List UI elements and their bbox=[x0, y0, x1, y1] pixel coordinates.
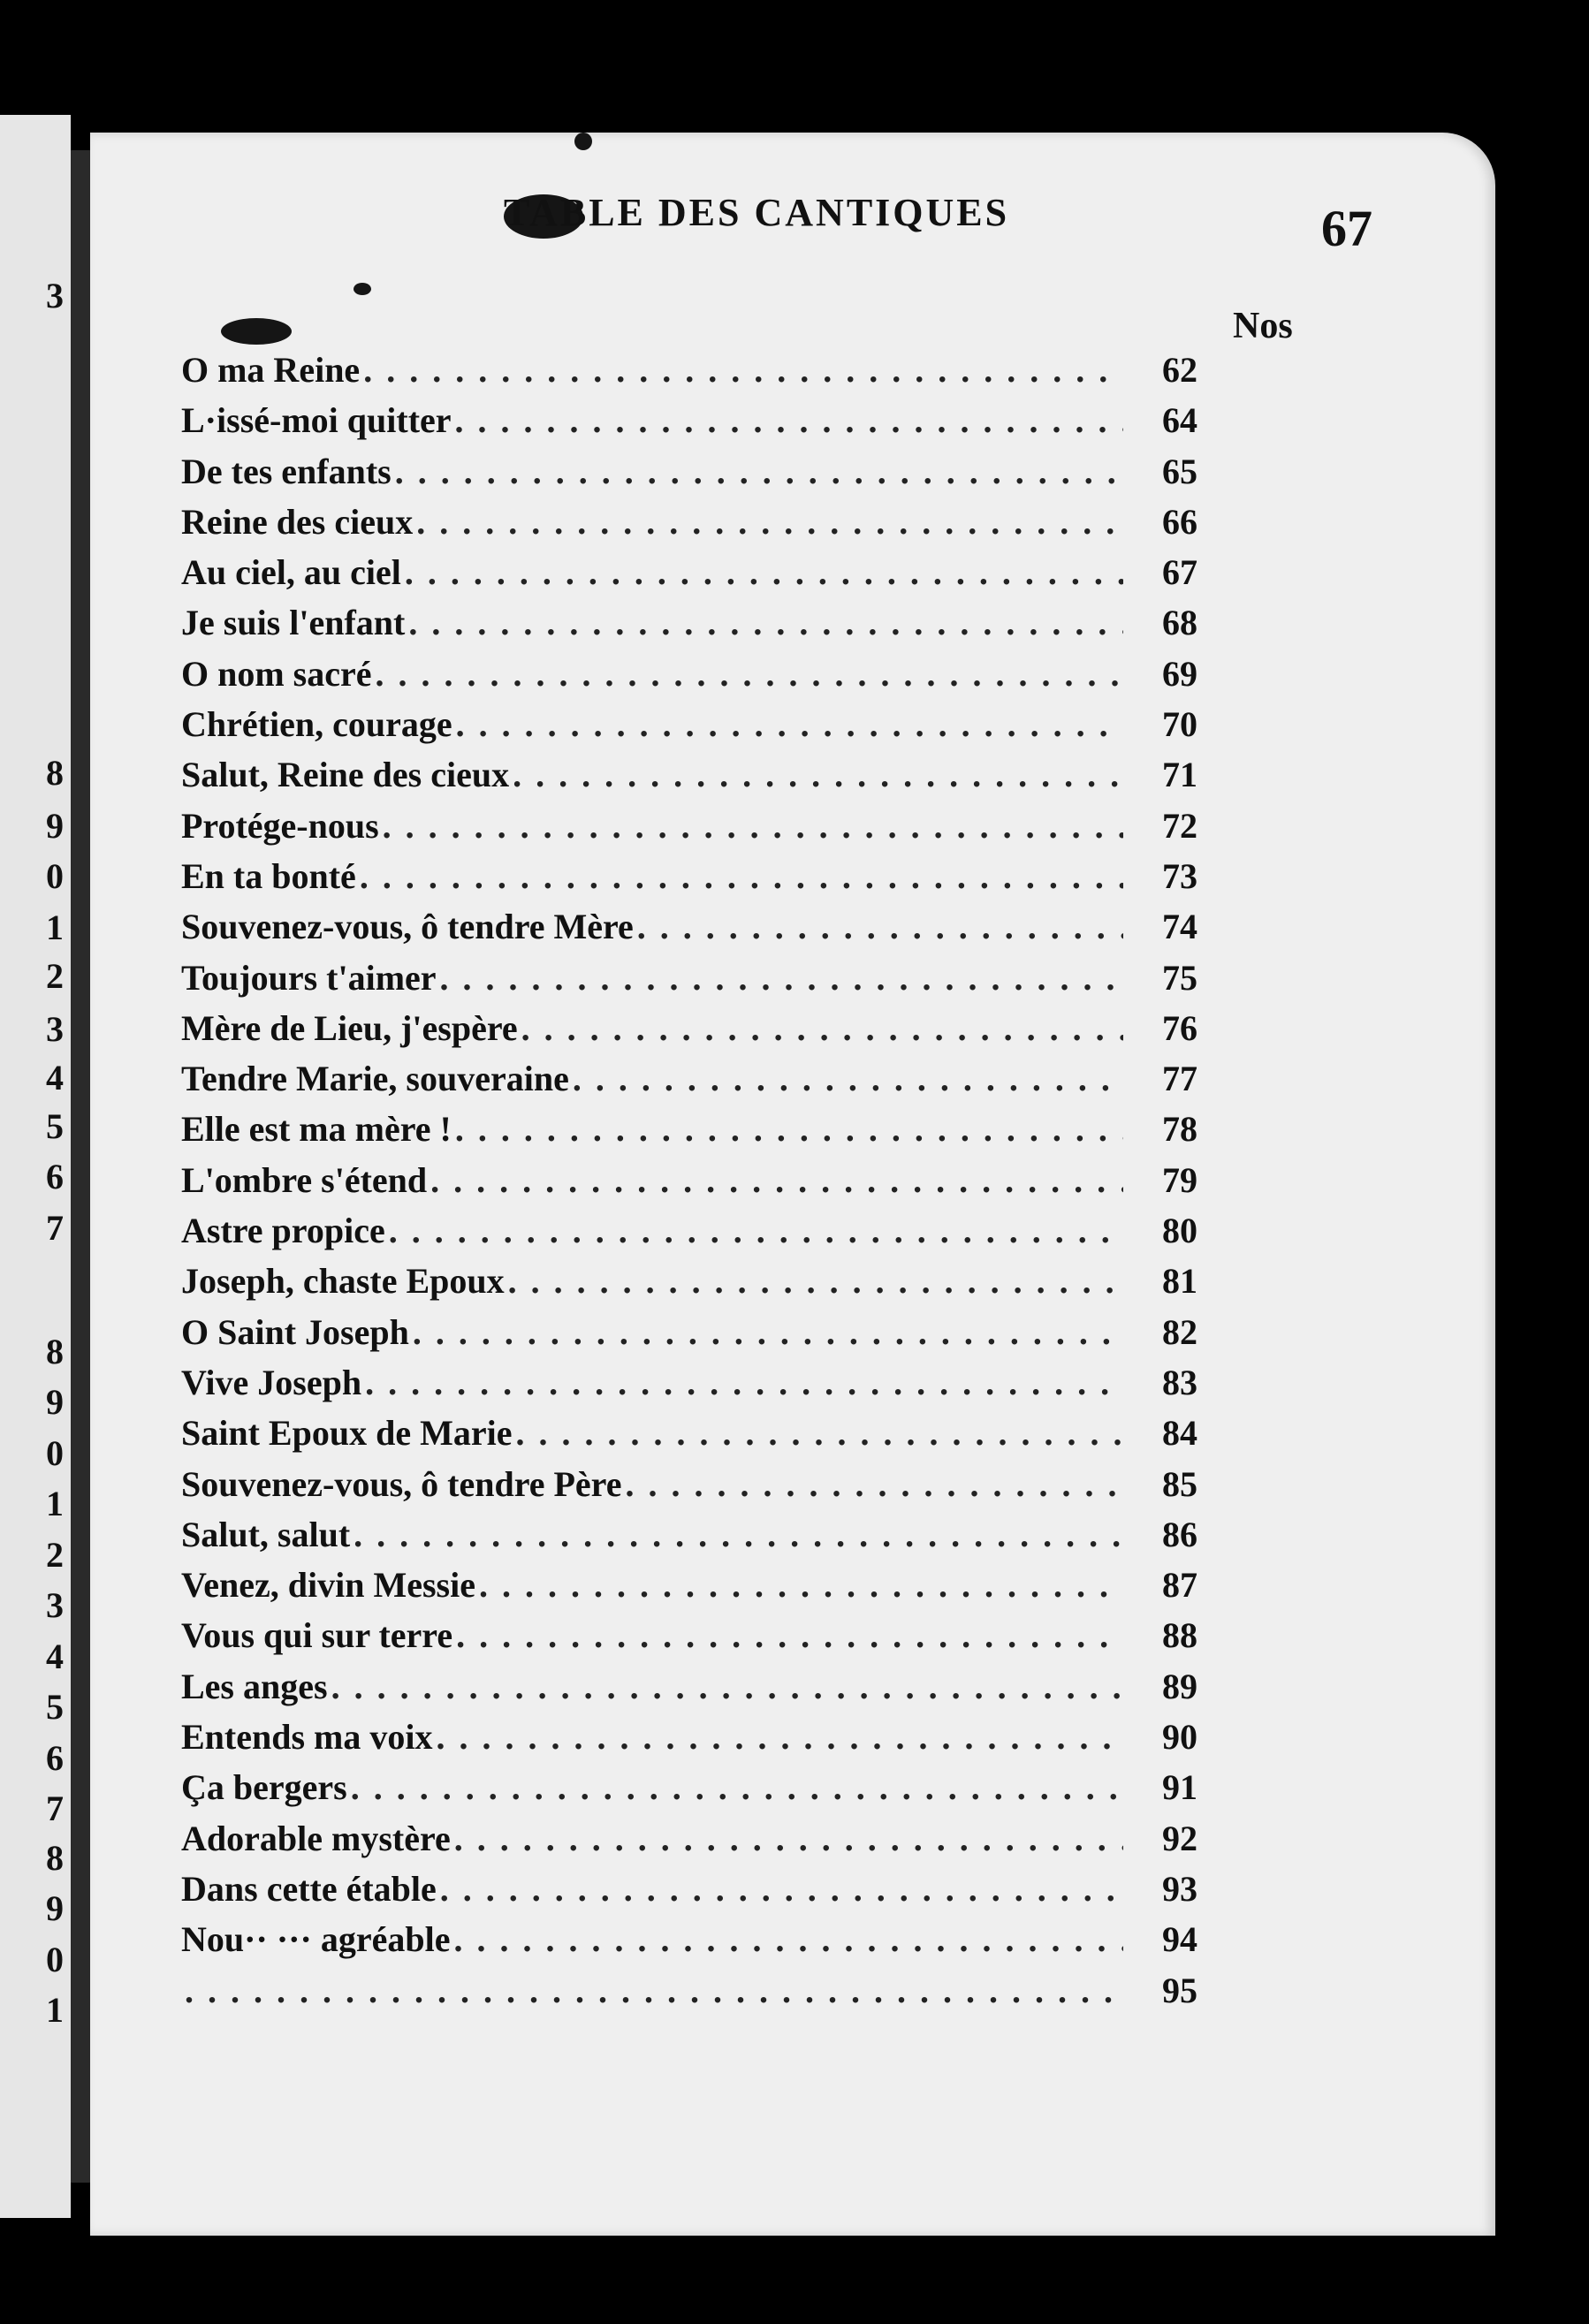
number-column-header: Nos bbox=[1233, 306, 1293, 346]
hymn-number: 92 bbox=[1162, 1818, 1197, 1858]
dot-leader bbox=[395, 451, 1123, 492]
table-row bbox=[181, 1362, 1197, 1412]
dot-leader bbox=[365, 1362, 1123, 1403]
hymn-title: Saint Epoux de Marie bbox=[181, 1413, 513, 1454]
hymn-number: 79 bbox=[1162, 1159, 1197, 1200]
hymn-title: Mère de Lieu, j'espère bbox=[181, 1007, 518, 1048]
dot-leader bbox=[389, 1210, 1123, 1251]
hymn-title: Souvenez-vous, ô tendre Père bbox=[181, 1463, 622, 1504]
dot-leader bbox=[331, 1666, 1123, 1707]
left-page-number: 4 bbox=[46, 1637, 64, 1676]
hymn-number: 73 bbox=[1162, 855, 1197, 896]
hymn-title: L·issé-moi quitter bbox=[181, 400, 452, 441]
table-row bbox=[181, 1666, 1197, 1716]
dot-leader bbox=[351, 1766, 1123, 1808]
hymn-number: 95 bbox=[1162, 1970, 1197, 2010]
dot-leader bbox=[413, 1311, 1123, 1353]
hymn-title: Salut, Reine des cieux bbox=[181, 755, 510, 795]
dot-leader bbox=[456, 1614, 1123, 1656]
hymn-title: Vous qui sur terre bbox=[181, 1615, 453, 1656]
table-row bbox=[181, 1058, 1197, 1108]
table-row bbox=[181, 1108, 1197, 1158]
table-row bbox=[181, 653, 1197, 703]
dot-leader bbox=[360, 855, 1123, 897]
hymn-title: Salut, salut bbox=[181, 1514, 351, 1554]
dot-leader bbox=[454, 1818, 1123, 1859]
dot-leader bbox=[637, 906, 1123, 947]
dot-leader bbox=[416, 501, 1123, 543]
table-row bbox=[181, 1210, 1197, 1260]
hymn-title: De tes enfants bbox=[181, 451, 392, 491]
hymn-title: Les anges bbox=[181, 1666, 328, 1706]
hymn-number: 68 bbox=[1162, 603, 1197, 643]
hymn-number: 75 bbox=[1162, 957, 1197, 998]
table-row bbox=[181, 1159, 1197, 1210]
ink-smudge bbox=[574, 133, 592, 150]
dot-leader bbox=[479, 1564, 1123, 1606]
dot-leader bbox=[430, 1159, 1123, 1201]
table-row bbox=[181, 1564, 1197, 1614]
left-page-number: 0 bbox=[46, 856, 64, 896]
ink-smudge bbox=[221, 318, 292, 345]
table-row bbox=[181, 805, 1197, 855]
hymn-number: 85 bbox=[1162, 1463, 1197, 1504]
hymn-number: 80 bbox=[1162, 1211, 1197, 1251]
left-page-number: 8 bbox=[46, 1838, 64, 1878]
hymn-number: 67 bbox=[1162, 552, 1197, 593]
hymn-number: 86 bbox=[1162, 1514, 1197, 1554]
hymn-title: Astre propice bbox=[181, 1211, 385, 1251]
hymn-number: 91 bbox=[1162, 1767, 1197, 1808]
left-page-number: 9 bbox=[46, 1888, 64, 1928]
table-of-contents bbox=[181, 349, 1197, 2020]
left-page-number: 3 bbox=[46, 1585, 64, 1625]
left-page-number: 3 bbox=[46, 276, 64, 315]
left-page-number: 9 bbox=[46, 1382, 64, 1422]
dot-leader bbox=[405, 551, 1123, 593]
hymn-number: 82 bbox=[1162, 1311, 1197, 1352]
left-page-number: 0 bbox=[46, 1940, 64, 1979]
hymn-title: Toujours t'aimer bbox=[181, 957, 437, 998]
hymn-title: Protége-nous bbox=[181, 805, 379, 846]
dot-leader bbox=[437, 1716, 1124, 1758]
hymn-number: 87 bbox=[1162, 1565, 1197, 1606]
hymn-number: 76 bbox=[1162, 1007, 1197, 1048]
left-page-number: 4 bbox=[46, 1058, 64, 1097]
hymn-number: 78 bbox=[1162, 1109, 1197, 1150]
hymn-number: 89 bbox=[1162, 1666, 1197, 1706]
left-page-number: 7 bbox=[46, 1789, 64, 1828]
hymn-title: Je suis l'enfant bbox=[181, 603, 406, 643]
table-row bbox=[181, 1311, 1197, 1362]
dot-leader bbox=[513, 754, 1123, 795]
dot-leader bbox=[573, 1058, 1123, 1099]
dot-leader bbox=[453, 1918, 1123, 1960]
dot-leader bbox=[408, 602, 1123, 643]
hymn-number: 65 bbox=[1162, 451, 1197, 491]
dot-leader bbox=[354, 1514, 1123, 1555]
hymn-title: Nou·· ··· agréable bbox=[181, 1919, 451, 1960]
dot-leader bbox=[508, 1260, 1123, 1302]
page-number: 67 bbox=[1321, 200, 1372, 257]
left-page-number: 6 bbox=[46, 1157, 64, 1196]
hymn-title: Entends ma voix bbox=[181, 1717, 433, 1758]
hymn-title: Elle est ma mère ! bbox=[181, 1109, 452, 1150]
dot-leader bbox=[185, 1970, 1123, 2011]
table-row bbox=[181, 1412, 1197, 1462]
left-page-number: 1 bbox=[46, 1484, 64, 1523]
hymn-title: Ça bergers bbox=[181, 1767, 347, 1808]
left-page-number: 6 bbox=[46, 1738, 64, 1778]
hymn-number: 84 bbox=[1162, 1413, 1197, 1454]
left-page-number: 2 bbox=[46, 956, 64, 996]
dot-leader bbox=[455, 1108, 1123, 1150]
table-row bbox=[181, 855, 1197, 906]
hymn-title: O ma Reine bbox=[181, 350, 361, 390]
hymn-number: 66 bbox=[1162, 501, 1197, 542]
table-row bbox=[181, 906, 1197, 956]
hymn-number: 94 bbox=[1162, 1919, 1197, 1960]
dot-leader bbox=[455, 399, 1123, 441]
hymn-number: 70 bbox=[1162, 704, 1197, 745]
left-page-number: 5 bbox=[46, 1106, 64, 1146]
hymn-title: Joseph, chaste Epoux bbox=[181, 1261, 505, 1302]
table-row bbox=[181, 399, 1197, 450]
book-gutter bbox=[71, 150, 90, 2183]
hymn-number: 77 bbox=[1162, 1059, 1197, 1099]
hymn-title: En ta bonté bbox=[181, 855, 356, 896]
table-row bbox=[181, 451, 1197, 501]
hymn-number: 93 bbox=[1162, 1868, 1197, 1909]
left-page-number: 1 bbox=[46, 1990, 64, 2030]
table-row bbox=[181, 349, 1197, 399]
hymn-number: 83 bbox=[1162, 1362, 1197, 1402]
left-page-number: 8 bbox=[46, 753, 64, 793]
left-page-number: 9 bbox=[46, 806, 64, 846]
table-row bbox=[181, 1766, 1197, 1817]
hymn-number: 74 bbox=[1162, 907, 1197, 947]
hymn-title: Venez, divin Messie bbox=[181, 1565, 475, 1606]
hymn-title: Au ciel, au ciel bbox=[181, 552, 401, 593]
hymn-number: 88 bbox=[1162, 1615, 1197, 1656]
hymn-title: L'ombre s'étend bbox=[181, 1159, 428, 1200]
table-row bbox=[181, 602, 1197, 652]
table-row bbox=[181, 1463, 1197, 1514]
left-page-edge bbox=[0, 115, 71, 2218]
table-row bbox=[181, 1514, 1197, 1564]
dot-leader bbox=[363, 349, 1123, 391]
page-title: TABLE DES CANTIQUES bbox=[504, 191, 1010, 234]
hymn-title: Reine des cieux bbox=[181, 501, 414, 542]
table-row bbox=[181, 501, 1197, 551]
hymn-title: Chrétien, courage bbox=[181, 704, 452, 745]
hymn-number: 69 bbox=[1162, 653, 1197, 694]
hymn-number: 81 bbox=[1162, 1261, 1197, 1302]
left-page-number: 7 bbox=[46, 1208, 64, 1248]
ink-smudge bbox=[354, 283, 371, 295]
table-row bbox=[181, 1260, 1197, 1310]
hymn-number: 71 bbox=[1162, 755, 1197, 795]
dot-leader bbox=[521, 1007, 1123, 1049]
hymn-title: Souvenez-vous, ô tendre Mère bbox=[181, 907, 634, 947]
hymn-title: O nom sacré bbox=[181, 653, 372, 694]
table-row bbox=[181, 1918, 1197, 1969]
hymn-title: Vive Joseph bbox=[181, 1362, 362, 1402]
hymn-number: 64 bbox=[1162, 400, 1197, 441]
table-row bbox=[181, 1970, 1197, 2020]
dot-leader bbox=[383, 805, 1123, 847]
table-row bbox=[181, 1007, 1197, 1058]
hymn-title: Dans cette étable bbox=[181, 1868, 437, 1909]
table-row bbox=[181, 703, 1197, 754]
table-row bbox=[181, 1716, 1197, 1766]
hymn-title: Tendre Marie, souveraine bbox=[181, 1059, 569, 1099]
hymn-number: 90 bbox=[1162, 1717, 1197, 1758]
table-row bbox=[181, 1614, 1197, 1665]
hymn-title: O Saint Joseph bbox=[181, 1311, 409, 1352]
table-row bbox=[181, 754, 1197, 804]
left-page-number: 0 bbox=[46, 1433, 64, 1473]
hymn-title: Adorable mystère bbox=[181, 1818, 451, 1858]
left-page-number: 3 bbox=[46, 1009, 64, 1049]
dot-leader bbox=[376, 653, 1123, 695]
left-page-number: 2 bbox=[46, 1535, 64, 1575]
left-page-number: 5 bbox=[46, 1687, 64, 1727]
dot-leader bbox=[515, 1412, 1123, 1454]
left-page-number: 8 bbox=[46, 1332, 64, 1371]
dot-leader bbox=[456, 703, 1123, 745]
hymn-number: 62 bbox=[1162, 350, 1197, 390]
table-row bbox=[181, 551, 1197, 602]
left-page-number: 1 bbox=[46, 908, 64, 947]
table-row bbox=[181, 1868, 1197, 1918]
table-row bbox=[181, 957, 1197, 1007]
dot-leader bbox=[440, 957, 1123, 999]
dot-leader bbox=[440, 1868, 1123, 1910]
table-row bbox=[181, 1818, 1197, 1868]
hymn-number: 72 bbox=[1162, 805, 1197, 846]
dot-leader bbox=[625, 1463, 1123, 1505]
